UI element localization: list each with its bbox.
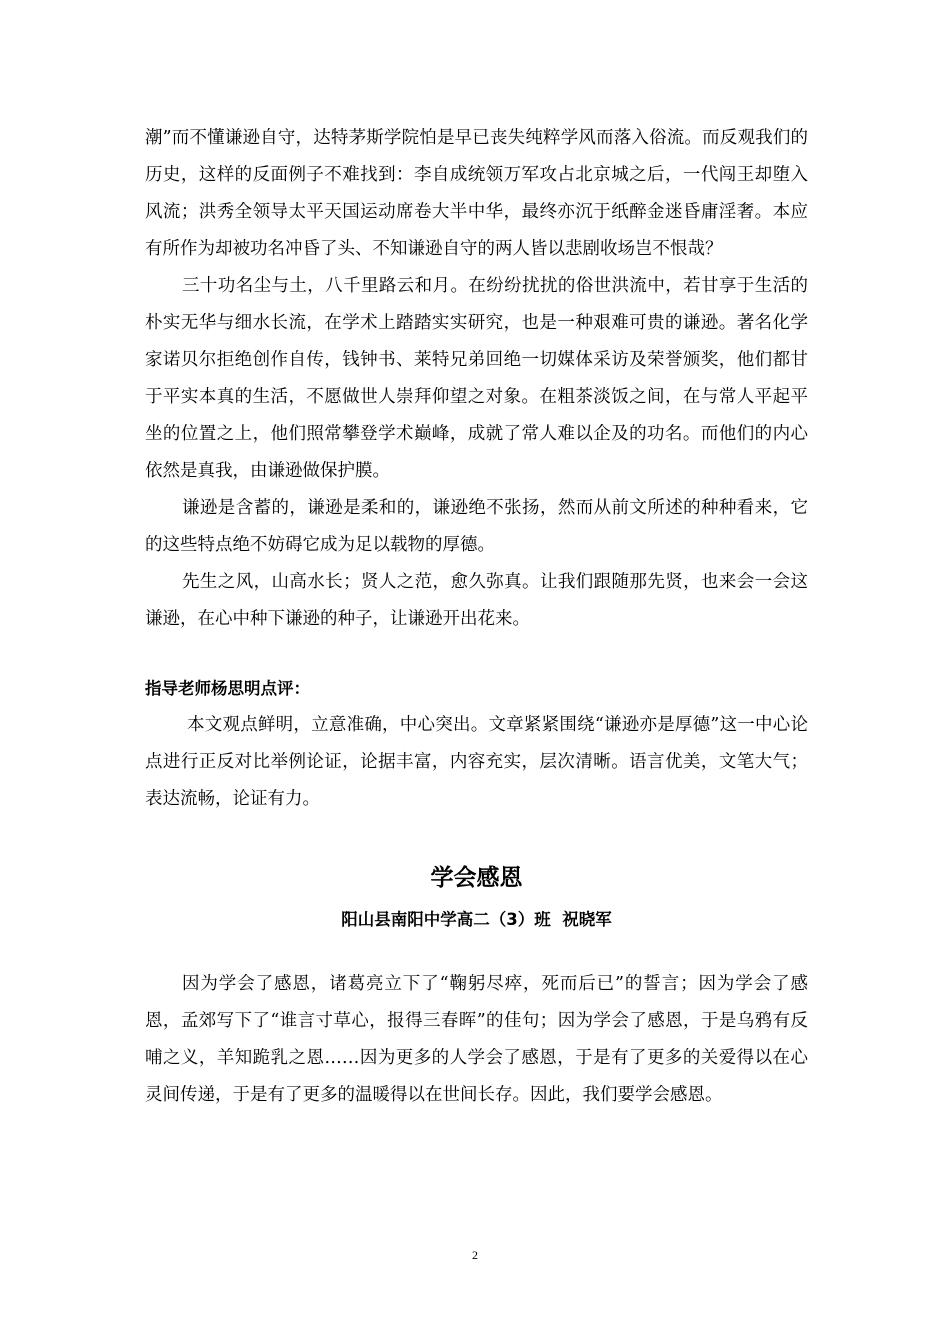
spacer	[145, 938, 808, 966]
article-paragraph: 因为学会了感恩，诸葛亮立下了“鞠躬尽瘁，死而后已”的誓言；因为学会了感恩，孟郊写下了“谁言寸草心，报得三春晖”的佳句；因为学会了感恩，于是乌鸦有反哺之义，羊知跪乳之恩……因为更多的人学会了感恩，于是有了更多的关爱得以在心灵间传递，于是有了更多的温暖得以在世间长存。因此，我们要学会感恩。	[145, 974, 808, 1105]
article-byline: 阳山县南阳中学高二（3）班 祝晓军	[341, 910, 612, 929]
spacer	[145, 818, 808, 858]
teacher-comment-text: 本文观点鲜明，立意准确，中心突出。文章紧紧围绕“谦逊亦是厚德”这一中心论点进行正反对比举例论证，论据丰富，内容充实，层次清晰。语言优美，文笔大气；表达流畅，论证有力。	[145, 715, 808, 809]
page-content	[145, 120, 808, 1114]
body-paragraph: 潮”而不懂谦逊自守，达特茅斯学院怕是早已丧失纯粹学风而落入俗流。而反观我们的历史，这样的反面例子不难找到：李自成统领万军攻占北京城之后，一代闯王却堕入风流；洪秀全领导太平天国运动席卷大半中华，最终亦沉于纸醉金迷昏庸淫奢。本应有所作为却被功名冲昏了头、不知谦逊自守的两人皆以悲剧收场岂不恨哉？	[145, 128, 808, 259]
body-paragraph: 三十功名尘与土，八千里路云和月。在纷纷扰扰的俗世洪流中，若甘享于生活的朴实无华与细水长流，在学术上踏踏实实研究，也是一种艰难可贵的谦逊。著名化学家诺贝尔拒绝创作自传，钱钟书、莱特兄弟回绝一切媒体采访及荣誉颁奖，他们都甘于平实本真的生活，不愿做世人崇拜仰望之对象。在粗茶淡饭之间，在与常人平起平坐的位置之上，他们照常攀登学术巅峰，成就了常人难以企及的功名。而他们的内心依然是真我，由谦逊做保护膜。	[145, 276, 808, 481]
body-paragraph: 先生之风，山高水长；贤人之范，愈久弥真。让我们跟随那先贤，也来会一会这谦逊，在心中种下谦逊的种子，让谦逊开出花来。	[145, 572, 808, 629]
page-number: 2	[472, 1248, 478, 1262]
article-title: 学会感恩	[430, 865, 523, 891]
spacer	[145, 638, 808, 670]
body-paragraph: 谦逊是含蓄的，谦逊是柔和的，谦逊绝不张扬，然而从前文所述的种种看来，它的这些特点绝不妨碍它成为足以载物的厚德。	[145, 498, 808, 555]
teacher-comment-heading: 指导老师杨思明点评：	[145, 679, 310, 698]
